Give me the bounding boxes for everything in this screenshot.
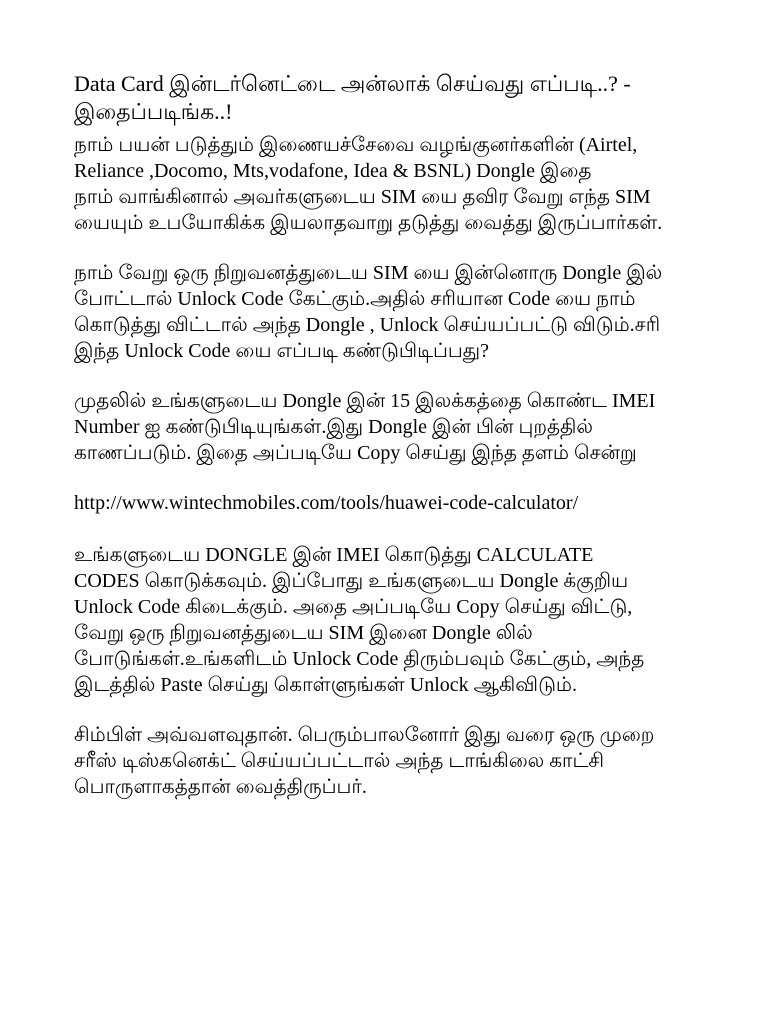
text-line: முதலில் உங்களுடைய Dongle இன் 15 இலக்கத்தை கொண்ட IMEI bbox=[74, 390, 656, 412]
text-line: சரீஸ் டிஸ்கனெக்ட் செய்யப்பட்டால் அந்த டாங்கிலை காட்சி bbox=[74, 750, 605, 772]
text-line: நாம் வேறு ஒரு நிறுவனத்துடைய SIM யை இன்னொரு Dongle இல் bbox=[74, 262, 663, 284]
text-line: Reliance ,Docomo, Mts,vodafone, Idea & BSNL) Dongle இதை bbox=[74, 160, 592, 182]
document-page bbox=[74, 70, 704, 824]
paragraph-intro bbox=[74, 132, 704, 236]
text-line: உங்களுடைய DONGLE இன் IMEI கொடுத்து CALCULATE bbox=[74, 544, 594, 566]
paragraph-calculate bbox=[74, 542, 704, 698]
text-line: CODES கொடுக்கவும். இப்போது உங்களுடைய Dongle க்குறிய bbox=[74, 570, 629, 592]
paragraph-unlock-code bbox=[74, 260, 704, 364]
text-line: நாம் பயன் படுத்தும் இணையச்சேவை வழங்குனர்களின் (Airtel, bbox=[74, 134, 638, 156]
text-line: சிம்பிள் அவ்வளவுதான். பெரும்பாலனோர் இது வரை ஒரு முறை bbox=[74, 724, 655, 746]
text-line: Number ஐ கண்டுபிடியுங்கள்.இது Dongle இன் பின் புறத்தில் bbox=[74, 416, 594, 438]
text-line: கொடுத்து விட்டால் அந்த Dongle , Unlock செய்யப்பட்டு விடும்.சரி bbox=[74, 314, 661, 336]
text-line: போடுங்கள்.உங்களிடம் Unlock Code திரும்பவும் கேட்கும், அந்த bbox=[74, 648, 645, 670]
text-line: Unlock Code கிடைக்கும். அதை அப்படியே Copy செய்து விட்டு, bbox=[74, 596, 633, 618]
text-line: இடத்தில் Paste செய்து கொள்ளுங்கள் Unlock ஆகிவிடும். bbox=[74, 674, 578, 696]
text-line: யையும் உபயோகிக்க இயலாதவாறு தடுத்து வைத்து இருப்பார்கள். bbox=[74, 212, 663, 234]
text-line: போட்டால் Unlock Code கேட்கும்.அதில் சரியான Code யை நாம் bbox=[74, 288, 636, 310]
paragraph-url bbox=[74, 490, 704, 516]
text-line: வேறு ஒரு நிறுவனத்துடைய SIM இனை Dongle லில் bbox=[74, 622, 533, 644]
document-title bbox=[74, 70, 704, 126]
title-line: இதைப்படிங்க..! bbox=[74, 99, 233, 124]
paragraph-imei bbox=[74, 388, 704, 466]
text-line: பொருளாகத்தான் வைத்திருப்பர். bbox=[74, 776, 367, 798]
calculator-url-text: http://www.wintechmobiles.com/tools/huawei-code-calculator/ bbox=[74, 492, 579, 514]
paragraph-conclusion bbox=[74, 722, 704, 800]
text-line: காணப்படும். இதை அப்படியே Copy செய்து இந்த தளம் சென்று bbox=[74, 442, 637, 464]
text-line: நாம் வாங்கினால் அவர்களுடைய SIM யை தவிர வேறு எந்த SIM bbox=[74, 186, 651, 208]
title-line: Data Card இன்டர்னெட்டை அன்லாக் செய்வது எப்படி..? - bbox=[74, 71, 631, 96]
text-line: இந்த Unlock Code யை எப்படி கண்டுபிடிப்பது? bbox=[74, 340, 490, 362]
